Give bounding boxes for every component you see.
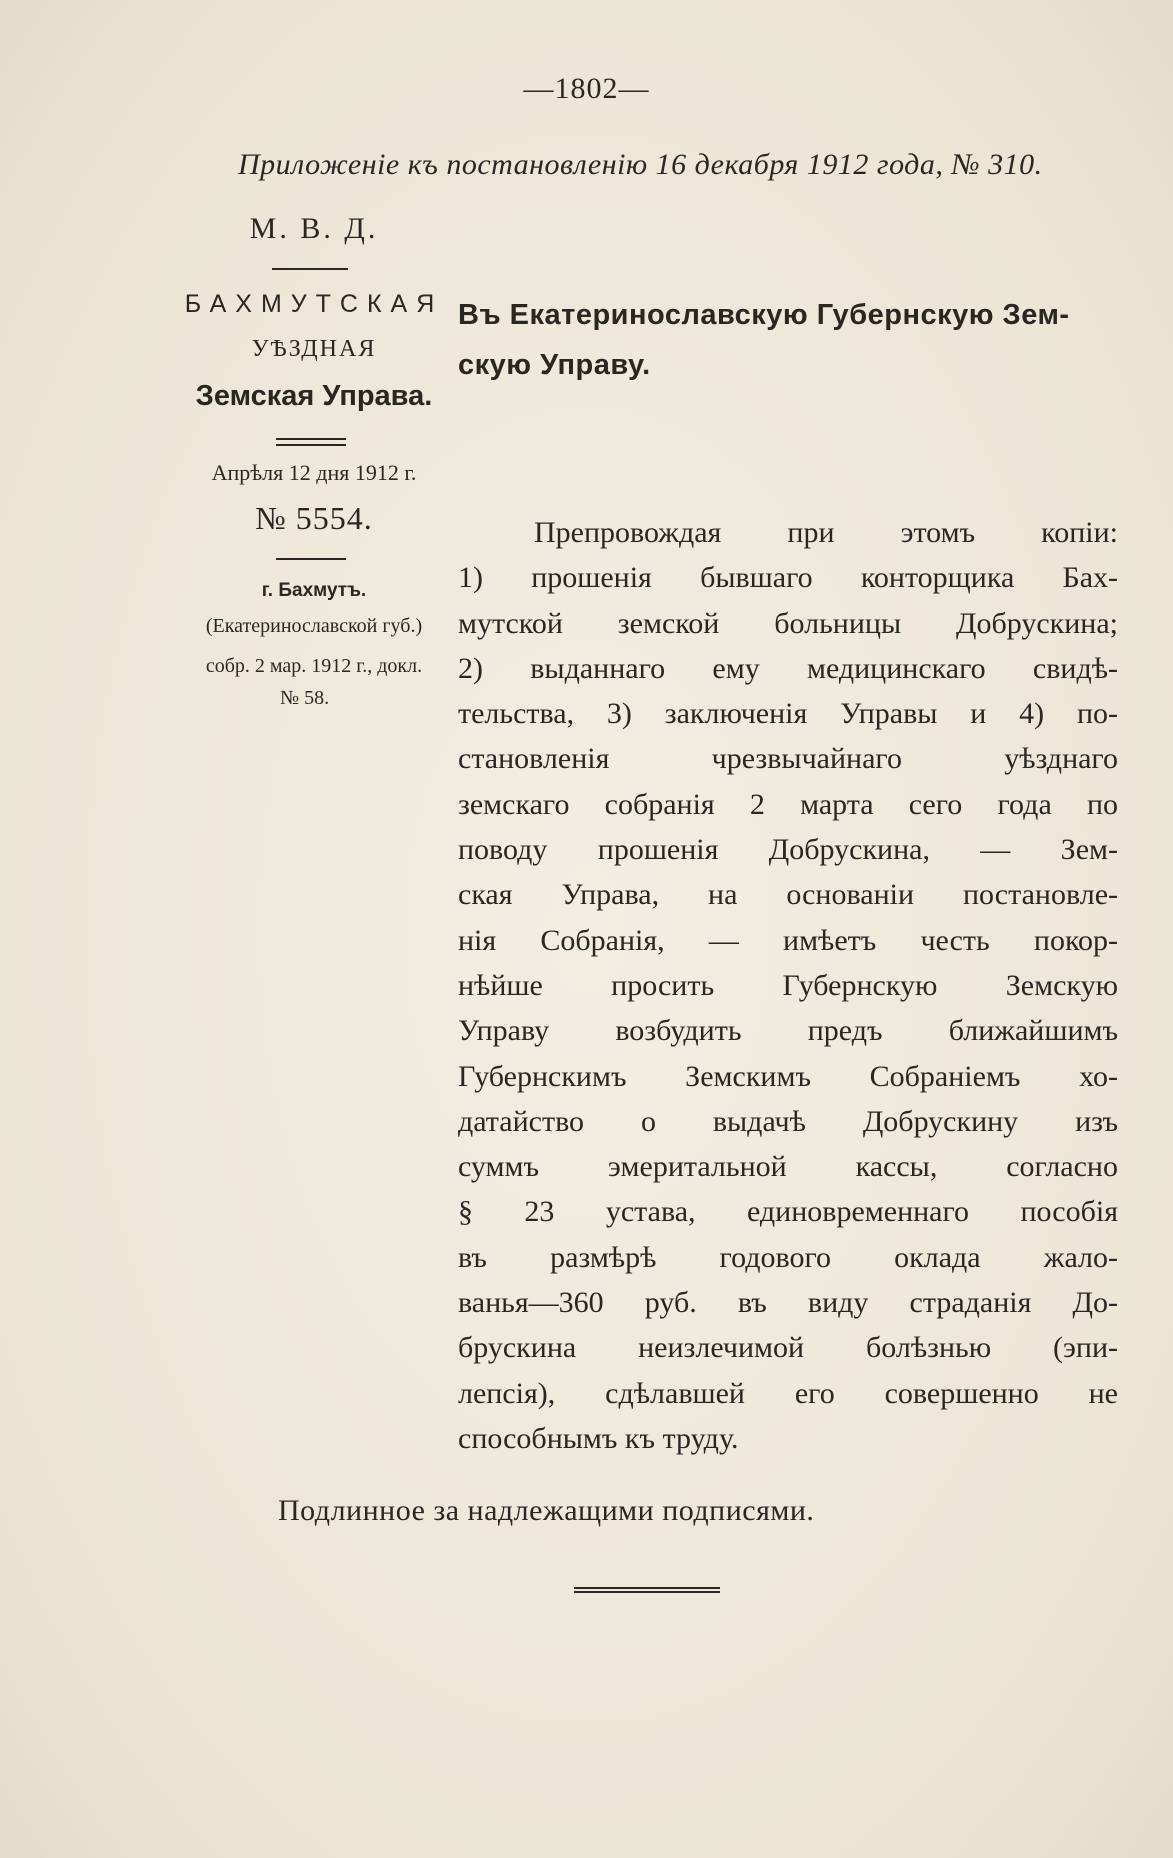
body-line: становленія чрезвычайнаго уѣзднаго bbox=[458, 742, 1118, 776]
body-line: 1) прошенія бывшаго конторщика Бах- bbox=[458, 561, 1118, 595]
body-line: нія Собранія, — имѣетъ честь покор- bbox=[458, 923, 1118, 957]
body-line: мутской земской больницы Добрускина; bbox=[458, 606, 1118, 640]
body-line: 2) выданнаго ему медицинскаго свидѣ- bbox=[458, 651, 1118, 685]
end-rule-bottom bbox=[574, 1591, 720, 1593]
office-name-line1: БАХМУТСКАЯ bbox=[184, 290, 444, 318]
sender-province: (Екатеринославской губ.) bbox=[205, 615, 423, 637]
divider bbox=[272, 268, 348, 270]
addressee-block bbox=[458, 290, 1118, 390]
body-line: брускина неизлечимой болѣзнью (эпи- bbox=[458, 1331, 1118, 1365]
body-line: тельства, 3) заключенія Управы и 4) по- bbox=[458, 697, 1118, 731]
double-divider-bottom bbox=[276, 444, 346, 446]
page-number: —1802— bbox=[523, 72, 650, 105]
body-line: лепсія), сдѣлавшей его совершенно не bbox=[458, 1376, 1118, 1410]
body-line: Губернскимъ Земскимъ Собраніемъ хо- bbox=[458, 1059, 1118, 1093]
ministry-abbrev: М. В. Д. bbox=[249, 212, 379, 245]
office-name-line3: Земская Управа. bbox=[195, 380, 433, 412]
body-line: § 23 устава, единовременнаго пособія bbox=[458, 1195, 1118, 1229]
letter-date: Апрѣля 12 дня 1912 г. bbox=[211, 460, 417, 485]
body-line: способнымъ къ труду. bbox=[458, 1421, 739, 1455]
addressee-line1: Въ Екатеринославскую Губернскую Зем- bbox=[458, 299, 1070, 331]
body-line: въ размѣрѣ годового оклада жало- bbox=[458, 1240, 1118, 1274]
body-line: ванья—360 руб. въ виду страданія До- bbox=[458, 1286, 1118, 1320]
session-reference bbox=[160, 650, 468, 714]
body-line: земскаго собранія 2 марта сего года по bbox=[458, 787, 1118, 821]
body-line: Управу возбудить предъ ближайшимъ bbox=[458, 1014, 1118, 1048]
double-divider-top bbox=[276, 438, 346, 440]
report-number: № 58. bbox=[280, 687, 330, 709]
sender-city: г. Бахмутъ. bbox=[261, 580, 367, 601]
letter-body bbox=[458, 510, 1118, 1461]
end-rule-top bbox=[574, 1587, 720, 1589]
appendix-heading: Приложеніе къ постановленію 16 декабря 1912 года, № 310. bbox=[238, 148, 1043, 181]
addressee-line2: скую Управу. bbox=[458, 349, 651, 381]
body-line: ская Управа, на основаніи постановле- bbox=[458, 878, 1118, 912]
session-reference-text: собр. 2 мар. 1912 г., докл. bbox=[205, 655, 423, 677]
closing-line: Подлинное за надлежащими подписями. bbox=[278, 1494, 815, 1527]
body-line: поводу прошенія Добрускина, — Зем- bbox=[458, 833, 1118, 867]
body-line: суммъ эмеритальной кассы, согласно bbox=[458, 1150, 1118, 1184]
body-line: Препровождая при этомъ копіи: bbox=[534, 516, 1118, 549]
divider bbox=[276, 558, 346, 560]
body-line: датайство о выдачѣ Добрускину изъ bbox=[458, 1104, 1118, 1138]
office-name-line2: УѢЗДНАЯ bbox=[251, 336, 377, 362]
body-line: нѣйше просить Губернскую Земскую bbox=[458, 968, 1118, 1002]
letter-number: № 5554. bbox=[255, 500, 373, 536]
